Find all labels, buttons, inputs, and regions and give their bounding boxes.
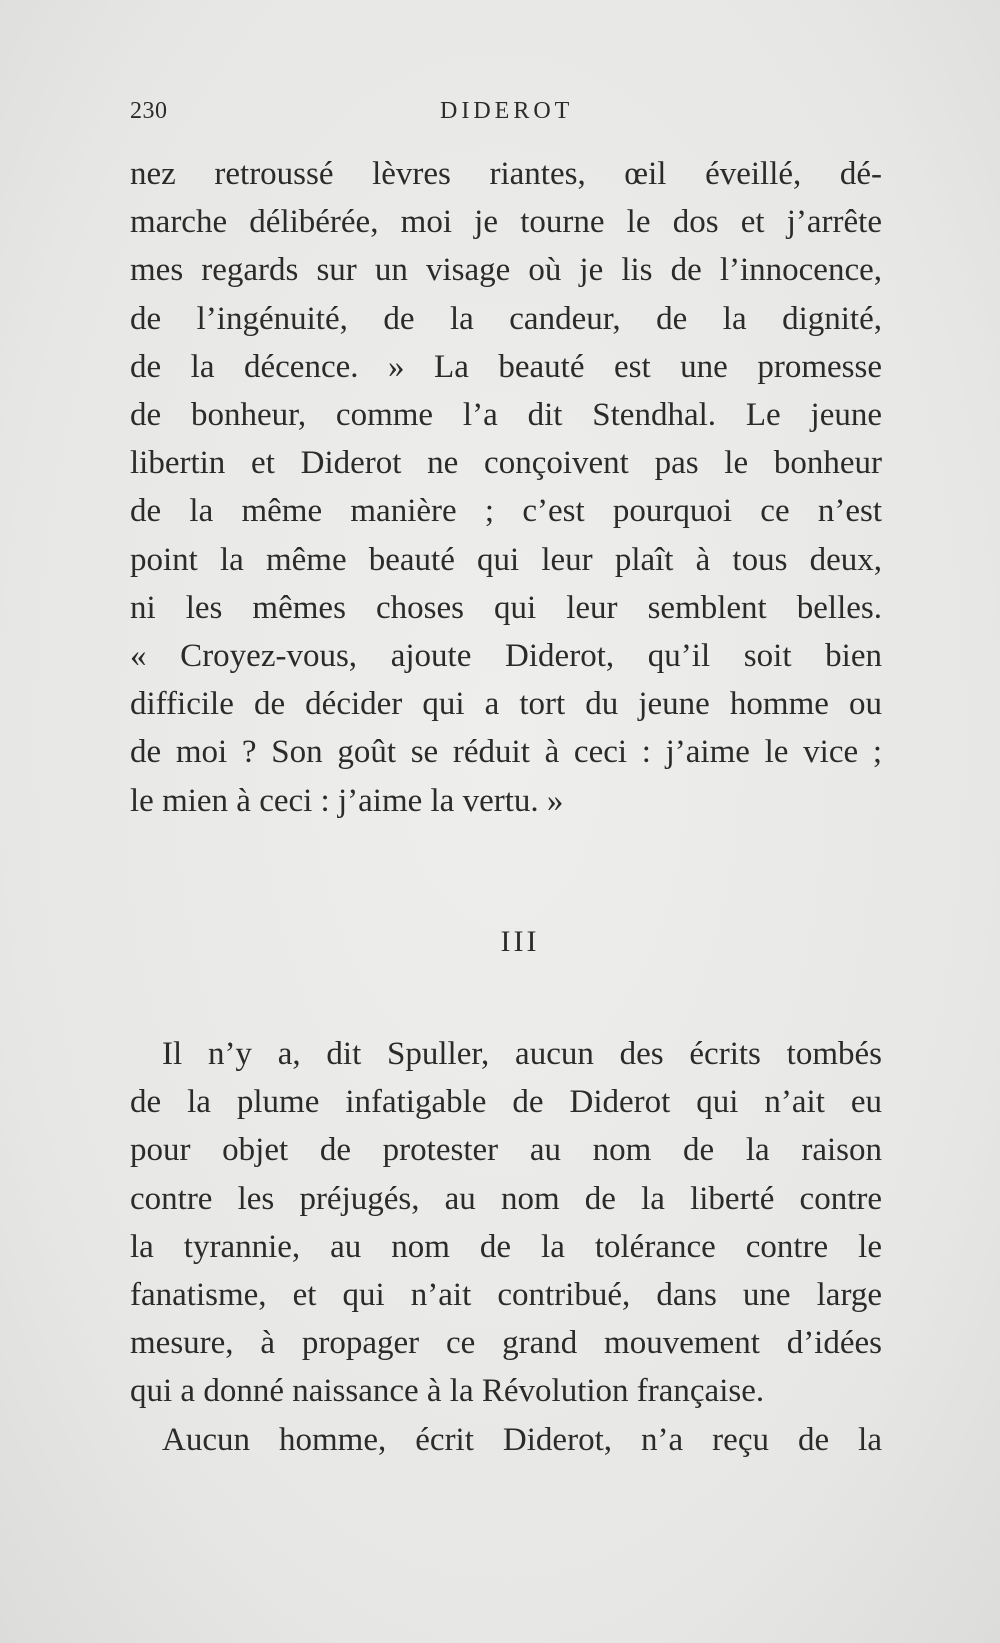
text-line: la tyrannie, au nom de la tolérance contre le bbox=[130, 1228, 882, 1265]
text-line: pour objet de protester au nom de la raison bbox=[130, 1132, 882, 1169]
paragraph-continued bbox=[130, 150, 882, 825]
text-line: de la plume infatigable de Diderot qui n’ait eu bbox=[130, 1084, 882, 1121]
text-line: de moi ? Son goût se réduit à ceci : j’aime le vice ; bbox=[130, 734, 882, 771]
text-line: point la même beauté qui leur plaît à tous deux, bbox=[130, 541, 882, 578]
text-line: contre les préjugés, au nom de la liberté contre bbox=[130, 1180, 882, 1217]
section-heading: III bbox=[500, 925, 540, 958]
paragraph-section-start bbox=[130, 1030, 882, 1464]
page-number: 230 bbox=[130, 98, 168, 124]
text-line: fanatisme, et qui n’ait contribué, dans une large bbox=[130, 1277, 882, 1314]
text-line: de bonheur, comme l’a dit Stendhal. Le jeune bbox=[130, 397, 882, 434]
text-line: de la même manière ; c’est pourquoi ce n’est bbox=[130, 493, 882, 530]
text-line: marche délibérée, moi je tourne le dos et j’arrête bbox=[130, 204, 882, 241]
text-line: qui a donné naissance à la Révolution française. bbox=[130, 1373, 765, 1410]
text-line: « Croyez-vous, ajoute Diderot, qu’il soit bien bbox=[130, 638, 882, 675]
running-head bbox=[130, 98, 880, 128]
text-line: mesure, à propager ce grand mouvement d’idées bbox=[130, 1325, 882, 1362]
text-line: Aucun homme, écrit Diderot, n’a reçu de la bbox=[162, 1421, 882, 1458]
text-line: de la décence. » La beauté est une promesse bbox=[130, 348, 882, 385]
text-line: Il n’y a, dit Spuller, aucun des écrits tombés bbox=[162, 1036, 882, 1072]
text-line: nez retroussé lèvres riantes, œil éveillé, dé- bbox=[130, 156, 882, 192]
text-line: difficile de décider qui a tort du jeune homme ou bbox=[130, 686, 882, 723]
text-line: libertin et Diderot ne conçoivent pas le bonheur bbox=[130, 445, 882, 482]
text-line: ni les mêmes choses qui leur semblent belles. bbox=[130, 589, 882, 626]
text-line: de l’ingénuité, de la candeur, de la dignité, bbox=[130, 300, 882, 337]
text-line: le mien à ceci : j’aime la vertu. » bbox=[130, 782, 564, 819]
text-line: mes regards sur un visage où je lis de l’innocence, bbox=[130, 252, 882, 289]
running-title: DIDEROT bbox=[440, 98, 574, 124]
